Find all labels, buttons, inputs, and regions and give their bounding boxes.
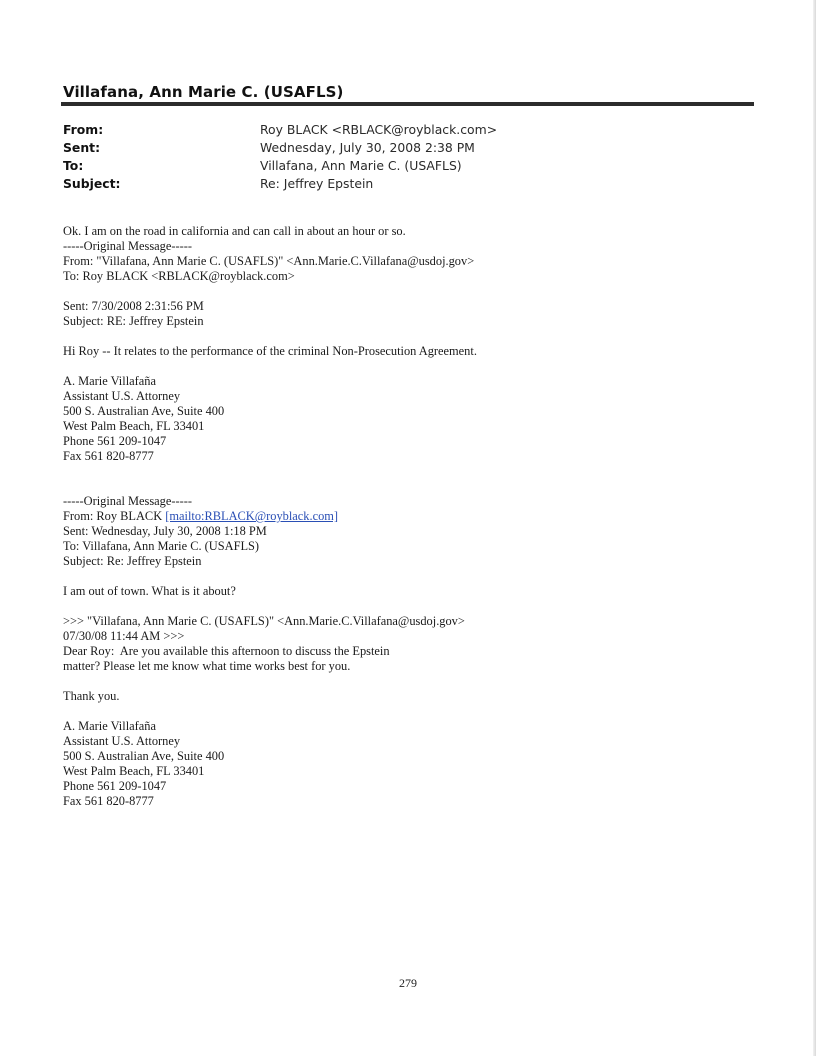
sent-row: [63, 139, 497, 157]
signature-name-2: A. Marie Villafaña: [63, 719, 156, 733]
spacer: [63, 704, 753, 719]
spacer: [63, 284, 753, 299]
thanks-line: Thank you.: [63, 689, 120, 703]
quote-line-2: matter? Please let me know what time works best for you.: [63, 659, 351, 673]
original-from-line: From: "Villafana, Ann Marie C. (USAFLS)" <Ann.Marie.C.Villafana@usdoj.gov>: [63, 254, 475, 268]
spacer: [63, 479, 753, 494]
spacer: [63, 359, 753, 374]
quote-header-date: 07/30/08 11:44 AM >>>: [63, 629, 185, 643]
original-message-text-2: I am out of town. What is it about?: [63, 584, 236, 598]
spacer: [63, 464, 753, 479]
original-sent-line: Sent: 7/30/2008 2:31:56 PM: [63, 299, 204, 313]
subject-row: [63, 175, 497, 193]
subject-label: Subject:: [63, 176, 121, 191]
original-to-line: To: Roy BLACK <RBLACK@royblack.com>: [63, 269, 295, 283]
sent-label: Sent:: [63, 140, 101, 155]
reply-text: Ok. I am on the road in california and can call in about an hour or so.: [63, 224, 406, 238]
original-from-prefix: From: Roy BLACK: [63, 509, 166, 523]
original-message-marker-2: -----Original Message-----: [63, 494, 193, 508]
spacer: [63, 674, 753, 689]
signature-phone-2: Phone 561 209-1047: [63, 779, 167, 793]
signature-title: Assistant U.S. Attorney: [63, 389, 181, 403]
original-subject-line: Subject: RE: Jeffrey Epstein: [63, 314, 204, 328]
original-sent-line-2: Sent: Wednesday, July 30, 2008 1:18 PM: [63, 524, 267, 538]
to-row: [63, 157, 497, 175]
signature-fax-2: Fax 561 820-8777: [63, 794, 154, 808]
quote-header-sender: >>> "Villafana, Ann Marie C. (USAFLS)" <Ann.Marie.C.Villafana@usdoj.gov>: [63, 614, 465, 628]
signature-name: A. Marie Villafaña: [63, 374, 156, 388]
to-value: Villafana, Ann Marie C. (USAFLS): [260, 158, 462, 173]
from-label: From:: [63, 122, 104, 137]
signature-phone: Phone 561 209-1047: [63, 434, 167, 448]
signature-city: West Palm Beach, FL 33401: [63, 419, 205, 433]
original-from-line-2: [63, 509, 753, 524]
from-row: [63, 121, 497, 139]
spacer: [63, 599, 753, 614]
to-label: To:: [63, 158, 84, 173]
spacer: [63, 329, 753, 344]
quote-line-1: Dear Roy: Are you available this afternoon to discuss the Epstein: [63, 644, 390, 658]
signature-city-2: West Palm Beach, FL 33401: [63, 764, 205, 778]
mailbox-owner-name: Villafana, Ann Marie C. (USAFLS): [63, 83, 344, 101]
from-value: Roy BLACK <RBLACK@royblack.com>: [260, 122, 498, 137]
original-subject-line-2: Subject: Re: Jeffrey Epstein: [63, 554, 202, 568]
signature-address-2: 500 S. Australian Ave, Suite 400: [63, 749, 225, 763]
sent-value: Wednesday, July 30, 2008 2:38 PM: [260, 140, 475, 155]
signature-address: 500 S. Australian Ave, Suite 400: [63, 404, 225, 418]
original-message-text: Hi Roy -- It relates to the performance of the criminal Non-Prosecution Agreement.: [63, 344, 477, 358]
signature-title-2: Assistant U.S. Attorney: [63, 734, 181, 748]
header-divider: [61, 102, 754, 106]
original-message-marker: -----Original Message-----: [63, 239, 193, 253]
signature-fax: Fax 561 820-8777: [63, 449, 154, 463]
mailto-link[interactable]: [mailto:RBLACK@royblack.com]: [165, 509, 339, 523]
email-metadata: [63, 121, 497, 193]
page-number: 279: [399, 976, 417, 990]
original-to-line-2: To: Villafana, Ann Marie C. (USAFLS): [63, 539, 260, 553]
subject-value: Re: Jeffrey Epstein: [260, 176, 374, 191]
email-body: [63, 224, 753, 809]
spacer: [63, 569, 753, 584]
